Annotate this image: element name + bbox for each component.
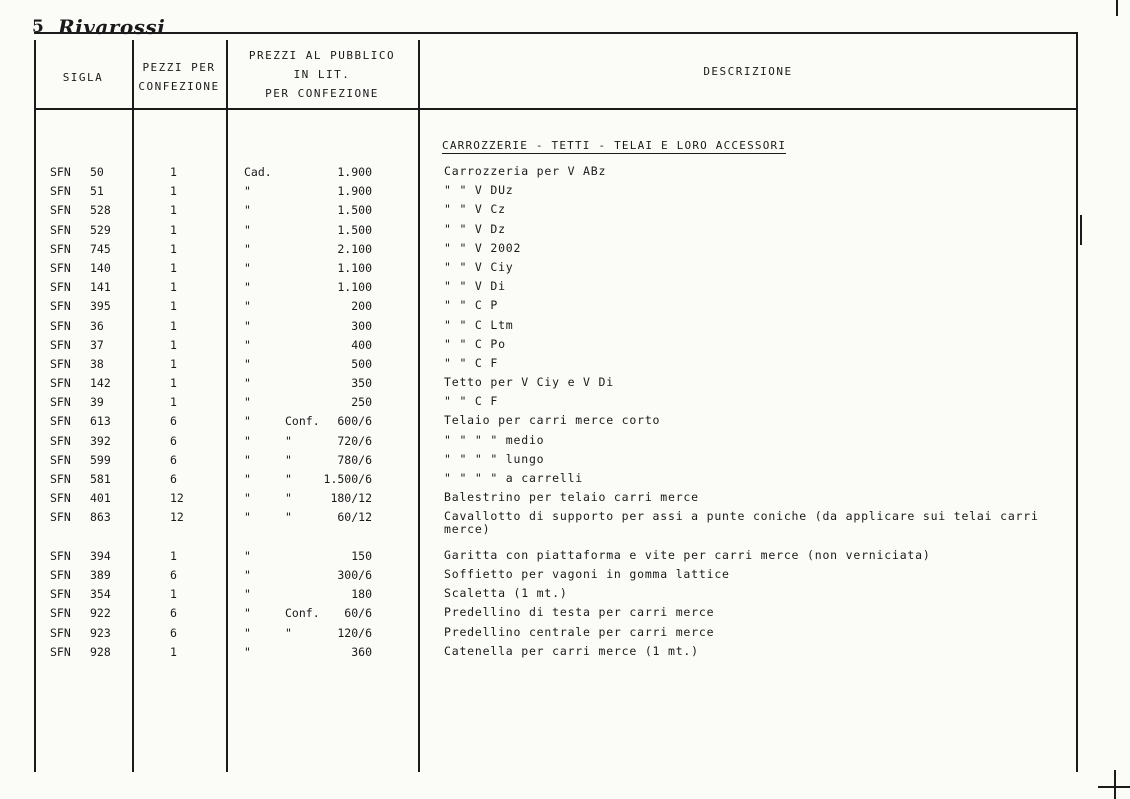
sigla-code: 37: [90, 337, 104, 352]
page-number: 5: [32, 17, 44, 37]
description-cell: Predellino centrale per carri merce: [444, 624, 715, 639]
sigla-cell: [50, 203, 110, 217]
sigla-prefix: SFN: [50, 318, 71, 333]
sigla-code: 528: [90, 203, 111, 218]
sigla-code: 392: [90, 433, 111, 448]
price-cell: 1.500/6: [323, 472, 372, 486]
sigla-prefix: SFN: [50, 606, 71, 621]
sigla-code: 140: [90, 260, 111, 275]
sigla-cell: [50, 299, 110, 313]
unit-cell: ": [244, 606, 251, 621]
price-cell: 120/6: [337, 625, 372, 640]
unit-cell: ": [244, 644, 251, 659]
price-cell: 500: [351, 356, 372, 371]
sigla-cell: [50, 587, 110, 601]
description-cell: " " C Po: [444, 336, 506, 351]
description-cell: " " C F: [444, 394, 499, 409]
pezzi-cell: 12: [170, 491, 184, 506]
sigla-code: 863: [90, 510, 111, 525]
description-cell: " " " " lungo: [444, 451, 545, 466]
sigla-cell: [50, 376, 110, 390]
table-row: [0, 395, 1130, 414]
pezzi-cell: 1: [170, 165, 177, 179]
sigla-prefix: SFN: [50, 184, 71, 199]
sigla-code: 389: [90, 567, 111, 582]
sigla-cell: [50, 414, 110, 428]
sigla-cell: [50, 434, 110, 448]
conf-cell: Conf.: [285, 414, 320, 429]
table-row: [0, 223, 1130, 242]
table-row: [0, 434, 1130, 453]
sigla-code: 401: [90, 491, 111, 506]
sigla-prefix: SFN: [50, 567, 71, 582]
sigla-prefix: SFN: [50, 433, 71, 448]
description-cell: " " C P: [444, 298, 499, 313]
sigla-code: 354: [90, 587, 111, 602]
sigla-prefix: SFN: [50, 337, 71, 352]
sigla-code: 613: [90, 414, 111, 429]
margin-mark-right: [1080, 215, 1082, 245]
price-cell: 780/6: [337, 452, 372, 467]
table-row: [0, 510, 1130, 548]
unit-cell: ": [244, 548, 251, 563]
description-cell: Cavallotto di supporto per assi a punte coniche (da applicare sui telai carri merce): [444, 509, 1039, 537]
header-prezzi-line2: IN LIT.: [293, 68, 351, 81]
sigla-prefix: SFN: [50, 165, 71, 179]
unit-cell: ": [244, 567, 251, 582]
margin-mark-top: [1116, 0, 1118, 16]
sigla-cell: [50, 165, 110, 179]
price-cell: 1.900: [337, 165, 372, 179]
pezzi-cell: 1: [170, 241, 177, 256]
description-cell: Carrozzeria per V ABz: [444, 164, 607, 178]
sigla-code: 394: [90, 548, 111, 563]
price-cell: 200: [351, 299, 372, 314]
conf-cell: ": [285, 491, 292, 506]
sigla-code: 395: [90, 299, 111, 314]
pezzi-cell: 6: [170, 472, 177, 486]
table-row: [0, 165, 1130, 184]
header-divider: [34, 108, 1078, 110]
description-cell: " " " " a carrelli: [444, 471, 584, 485]
pezzi-cell: 1: [170, 260, 177, 275]
sigla-prefix: SFN: [50, 510, 71, 525]
sigla-prefix: SFN: [50, 587, 71, 602]
description-cell: " " V Ciy: [444, 259, 514, 274]
sigla-cell: [50, 606, 110, 620]
unit-cell: ": [244, 414, 251, 429]
sigla-cell: [50, 319, 110, 333]
sigla-cell: [50, 338, 110, 352]
sigla-cell: [50, 357, 110, 371]
sigla-cell: [50, 510, 110, 524]
sigla-prefix: SFN: [50, 491, 71, 506]
unit-cell: ": [244, 318, 251, 333]
sigla-prefix: SFN: [50, 644, 71, 659]
conf-cell: ": [285, 472, 292, 486]
sigla-prefix: SFN: [50, 203, 71, 218]
sigla-code: 922: [90, 606, 111, 621]
price-cell: 300/6: [337, 567, 372, 582]
unit-cell: ": [244, 299, 251, 314]
sigla-code: 529: [90, 222, 111, 237]
description-cell: " " C Ltm: [444, 317, 514, 332]
description-cell: " " V Dz: [444, 221, 506, 236]
price-cell: 180/12: [330, 491, 372, 506]
conf-cell: ": [285, 433, 292, 448]
table-row: [0, 626, 1130, 645]
unit-cell: ": [244, 395, 251, 410]
table-row: [0, 338, 1130, 357]
table-row: [0, 261, 1130, 280]
sigla-prefix: SFN: [50, 548, 71, 563]
sigla-cell: [50, 223, 110, 237]
header-prezzi: [228, 46, 416, 103]
pezzi-cell: 1: [170, 587, 177, 602]
price-cell: 360: [351, 644, 372, 659]
pezzi-cell: 6: [170, 414, 177, 429]
sigla-cell: [50, 184, 110, 198]
unit-cell: ": [244, 452, 251, 467]
price-cell: 400: [351, 337, 372, 352]
sigla-code: 36: [90, 318, 104, 333]
description-cell: Soffietto per vagoni in gomma lattice: [444, 566, 730, 581]
sigla-cell: [50, 626, 110, 640]
unit-cell: ": [244, 491, 251, 506]
description-cell: " " " " medio: [444, 432, 545, 447]
description-cell: " " V 2002: [444, 240, 522, 255]
price-cell: 1.900: [337, 184, 372, 199]
table-row: [0, 606, 1130, 625]
header-sigla: SIGLA: [62, 71, 104, 84]
unit-cell: ": [244, 337, 251, 352]
sigla-code: 599: [90, 452, 111, 467]
crop-mark-horizontal: [1098, 786, 1130, 788]
unit-cell: ": [244, 472, 251, 486]
table-row: [0, 299, 1130, 318]
pezzi-cell: 1: [170, 644, 177, 659]
unit-cell: ": [244, 241, 251, 256]
sigla-prefix: SFN: [50, 260, 71, 275]
price-cell: 150: [351, 548, 372, 563]
description-cell: Telaio per carri merce corto: [444, 413, 661, 428]
pezzi-cell: 1: [170, 548, 177, 563]
price-cell: 60/6: [344, 606, 372, 621]
table-row: [0, 472, 1130, 491]
table-row: [0, 549, 1130, 568]
description-cell: " " C F: [444, 355, 499, 370]
sigla-code: 38: [90, 356, 104, 371]
unit-cell: ": [244, 280, 251, 295]
sigla-prefix: SFN: [50, 395, 71, 410]
sigla-prefix: SFN: [50, 452, 71, 467]
brand-logo: Rivarossi: [58, 15, 166, 39]
sigla-cell: [50, 568, 110, 582]
table-row: [0, 491, 1130, 510]
sigla-prefix: SFN: [50, 625, 71, 640]
sigla-code: 39: [90, 395, 104, 410]
price-cell: 1.500: [337, 222, 372, 237]
sigla-cell: [50, 645, 110, 659]
header-descrizione: DESCRIZIONE: [703, 65, 793, 78]
table-row: [0, 587, 1130, 606]
pezzi-cell: 1: [170, 318, 177, 333]
sigla-cell: [50, 549, 110, 563]
pezzi-cell: 6: [170, 452, 177, 467]
sigla-cell: [50, 453, 110, 467]
pezzi-cell: 1: [170, 222, 177, 237]
price-cell: 1.500: [337, 203, 372, 218]
table-row: [0, 280, 1130, 299]
table-row: [0, 376, 1130, 395]
price-cell: 180: [351, 587, 372, 602]
description-cell: Tetto per V Ciy e V Di: [444, 375, 614, 390]
pezzi-cell: 6: [170, 606, 177, 621]
header-pezzi: [134, 58, 224, 96]
unit-cell: Cad.: [244, 165, 272, 179]
pezzi-cell: 6: [170, 433, 177, 448]
table-row: [0, 242, 1130, 261]
sigla-cell: [50, 491, 110, 505]
sigla-prefix: SFN: [50, 299, 71, 314]
pezzi-cell: 1: [170, 203, 177, 218]
pezzi-cell: 1: [170, 376, 177, 391]
table-row: [0, 645, 1130, 664]
unit-cell: ": [244, 587, 251, 602]
unit-cell: ": [244, 356, 251, 371]
header-pezzi-line1: PEZZI PER: [142, 61, 216, 74]
table-row: [0, 184, 1130, 203]
table-row: [0, 414, 1130, 433]
description-cell: " " V DUz: [444, 183, 514, 198]
pezzi-cell: 6: [170, 625, 177, 640]
table-row: [0, 203, 1130, 222]
sigla-code: 581: [90, 472, 111, 486]
price-cell: 300: [351, 318, 372, 333]
conf-cell: Conf.: [285, 606, 320, 621]
price-cell: 1.100: [337, 280, 372, 295]
sigla-cell: [50, 261, 110, 275]
unit-cell: ": [244, 222, 251, 237]
table-row: [0, 319, 1130, 338]
price-cell: 2.100: [337, 241, 372, 256]
description-cell: " " V Cz: [444, 202, 506, 217]
sigla-code: 745: [90, 241, 111, 256]
sigla-code: 141: [90, 280, 111, 295]
description-cell: Scaletta (1 mt.): [444, 586, 568, 601]
description-cell: " " V Di: [444, 279, 506, 294]
pezzi-cell: 1: [170, 280, 177, 295]
description-cell: Garitta con piattaforma e vite per carri merce (non verniciata): [444, 547, 931, 562]
header-prezzi-line3: PER CONFEZIONE: [265, 87, 379, 100]
sigla-prefix: SFN: [50, 414, 71, 429]
sigla-cell: [50, 395, 110, 409]
pezzi-cell: 1: [170, 395, 177, 410]
price-cell: 600/6: [337, 414, 372, 429]
conf-cell: ": [285, 452, 292, 467]
unit-cell: ": [244, 184, 251, 199]
price-cell: 60/12: [337, 510, 372, 525]
sigla-code: 50: [90, 165, 104, 179]
price-rows: [0, 165, 1130, 664]
unit-cell: ": [244, 433, 251, 448]
sigla-code: 923: [90, 625, 111, 640]
sigla-prefix: SFN: [50, 222, 71, 237]
price-cell: 250: [351, 395, 372, 410]
pezzi-cell: 1: [170, 337, 177, 352]
conf-cell: ": [285, 510, 292, 525]
sigla-code: 51: [90, 184, 104, 199]
pezzi-cell: 1: [170, 184, 177, 199]
table-row: [0, 568, 1130, 587]
pezzi-cell: 6: [170, 567, 177, 582]
sigla-cell: [50, 280, 110, 294]
unit-cell: ": [244, 510, 251, 525]
sigla-prefix: SFN: [50, 356, 71, 371]
pezzi-cell: 1: [170, 299, 177, 314]
unit-cell: ": [244, 260, 251, 275]
price-cell: 350: [351, 376, 372, 391]
description-cell: Catenella per carri merce (1 mt.): [444, 643, 699, 658]
section-title: CARROZZERIE - TETTI - TELAI E LORO ACCESSORI: [442, 139, 787, 152]
header-prezzi-line1: PREZZI AL PUBBLICO: [248, 49, 396, 62]
sigla-prefix: SFN: [50, 376, 71, 391]
description-cell: Predellino di testa per carri merce: [444, 605, 715, 620]
unit-cell: ": [244, 203, 251, 218]
sigla-code: 142: [90, 376, 111, 391]
sigla-cell: [50, 242, 110, 256]
pezzi-cell: 12: [170, 510, 184, 525]
sigla-cell: [50, 472, 110, 486]
sigla-prefix: SFN: [50, 280, 71, 295]
price-cell: 720/6: [337, 433, 372, 448]
conf-cell: ": [285, 625, 292, 640]
price-cell: 1.100: [337, 260, 372, 275]
pezzi-cell: 1: [170, 356, 177, 371]
crop-mark-vertical: [1114, 770, 1116, 799]
sigla-code: 928: [90, 644, 111, 659]
table-row: [0, 357, 1130, 376]
unit-cell: ": [244, 376, 251, 391]
table-row: [0, 453, 1130, 472]
description-cell: Balestrino per telaio carri merce: [444, 490, 699, 505]
header-pezzi-line2: CONFEZIONE: [138, 80, 220, 93]
sigla-prefix: SFN: [50, 241, 71, 256]
unit-cell: ": [244, 625, 251, 640]
sigla-prefix: SFN: [50, 472, 71, 486]
